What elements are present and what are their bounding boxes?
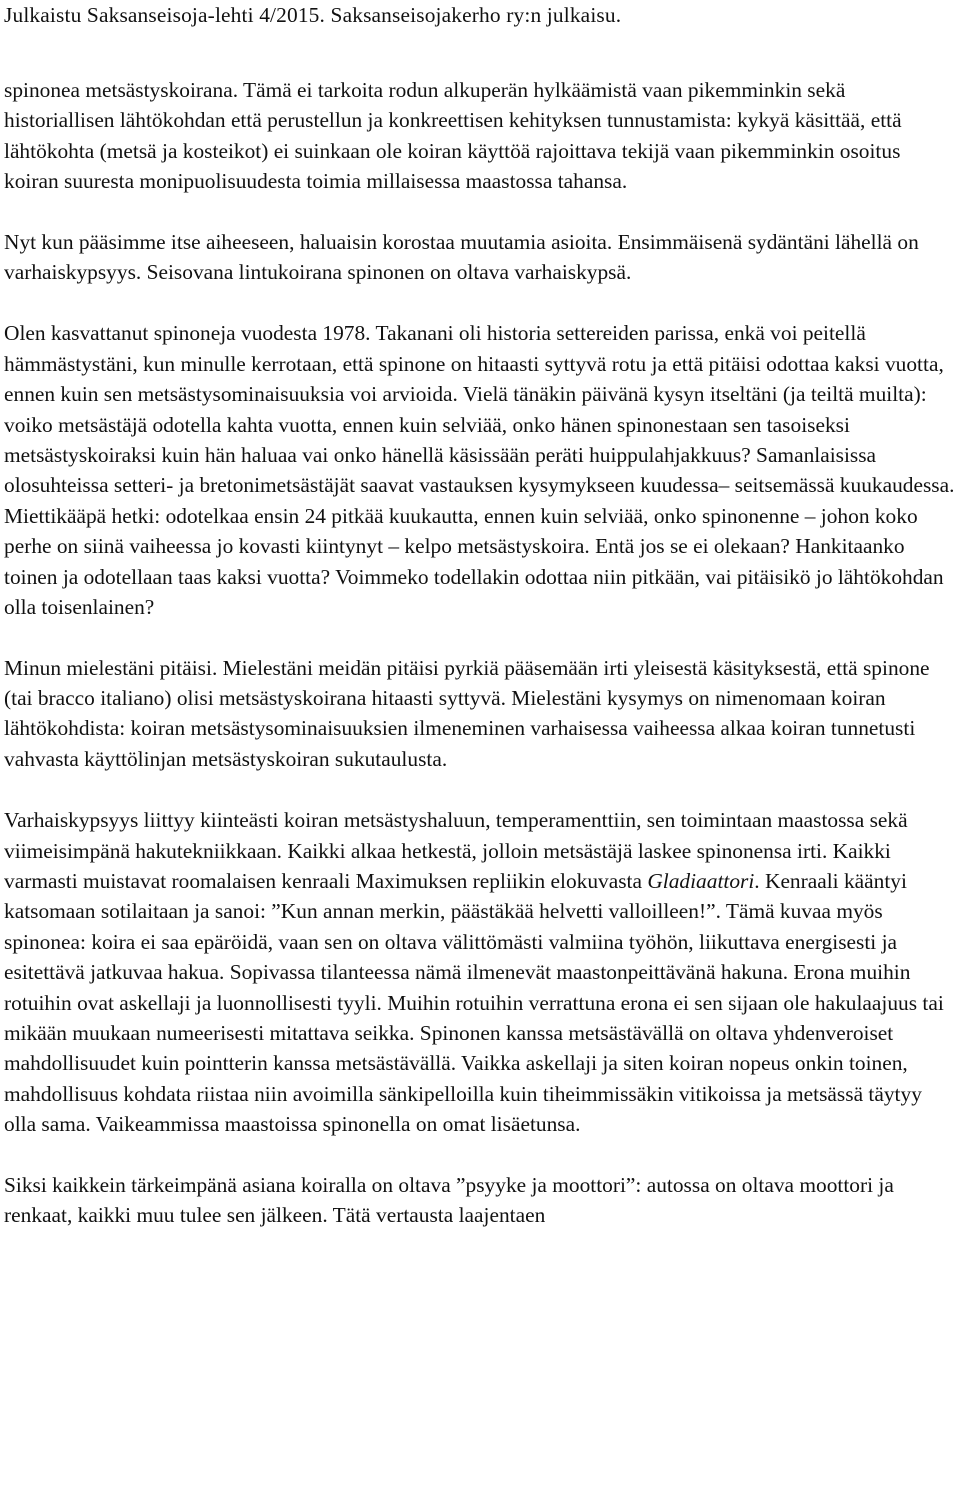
paragraph-6: Siksi kaikkein tärkeimpänä asiana koiralla on oltava ”psyyke ja moottori”: autossa on oltava moottori ja renkaat, kaikki muu tulee sen jälkeen. Tätä vertausta laajentaen [4,1172,894,1227]
movie-title-italic: Gladiaattori [647,868,755,893]
paragraph-4: Minun mielestäni pitäisi. Mielestäni meidän pitäisi pyrkiä pääsemään irti yleisestä käsityksestä, että spinone (tai bracco italiano) olisi metsästyskoirana hitaasti syttyvä. Mielestäni kysymys on nimenomaan koiran lähtökohdista: koiran metsästysominaisuuksien ilmeneminen varhaisessa vaiheessa alkaa koiran tunnetusti vahvasta käyttölinjan metsästyskoiran sukutaulusta. [4,655,930,771]
paragraph-2: Nyt kun pääsimme itse aiheeseen, haluaisin korostaa muutamia asioita. Ensimmäisenä sydäntäni lähellä on varhaiskypsyys. Seisovana lintukoirana spinonen on oltava varhaiskypsä. [4,229,919,285]
paragraph-5-text-after: . Kenraali kääntyi katsomaan sotilaitaan ja sanoi: ”Kun annan merkin, päästäkää helvetti valloilleen!”. Tämä kuvaa myös spinonea: koira ei saa epäröidä, vaan sen on oltava välittömästi valmiina työhön, liikuttava energisesti ja esitettävä jatkuvaa hakua. Sopivassa tilanteessa nämä ilmenevät maastonpeittävänä hakuna. Erona muihin rotuihin ovat askellaji ja luonnollisesti tyyli. Muihin rotuihin verrattuna erona ei sen sijaan ole hakulaajuus tai mikään muukaan numeerisesti mitattava seikka. Spinonen kanssa metsästävällä on oltava yhdenveroiset mahdollisuudet kuin pointterin kanssa metsästävällä. Vaikka askellaji ja siten koiran nopeus onkin toinen, mahdollisuus kohdata riistaa niin avoimilla sänkipelloilla kuin tiheimmissäkin vitikoissa ja metsässä täytyy olla sama. Vaikeammissa maastoissa spinonella on omat lisäetunsa. [4,868,944,1137]
paragraph-5-text-before: Varhaiskypsyys liittyy kiinteästi koiran metsästyshaluun, temperamenttiin, sen toimintaan maastossa sekä viimeisimpänä hakutekniikkaan. Kaikki alkaa hetkestä, jolloin metsästäjä laskee spinonensa irti. Kaikki varmasti muistavat roomalaisen kenraali Maximuksen repliikin elokuvasta [4,808,908,893]
paragraph-5 [4,805,958,1139]
publication-header: Julkaistu Saksanseisoja-lehti 4/2015. Saksanseisojakerho ry:n julkaisu. [4,3,622,27]
document-page [4,0,958,1230]
paragraph-1: spinonea metsästyskoirana. Tämä ei tarkoita rodun alkuperän hylkäämistä vaan pikemminkin sekä historiallisen lähtökohdan että perustellun ja konkreettisen kehityksen tunnustamista: kykyä käsittää, että lähtökohta (metsä ja kosteikot) ei suinkaan ole koiran käyttöä rajoittava tekijä vaan pikemminkin osoitus koiran suuresta monipuolisuudesta toimia millaisessa maastossa tahansa. [4,78,902,194]
paragraph-3: Olen kasvattanut spinoneja vuodesta 1978. Takanani oli historia settereiden parissa, enkä voi peitellä hämmästystäni, kun minulle kerrotaan, että spinone on hitaasti syttyvä rotu ja että pitäisi odottaa kaksi vuotta, ennen kuin sen metsästysominaisuuksia voi arvioida. Vielä tänäkin päivänä kysyn itseltäni (ja teiltä muilta): voiko metsästäjä odotella kahta vuotta, ennen kuin selviää, onko hänen spinonestaan sen tasoiseksi metsästyskoiraksi kuin hän haluaa vai onko hänellä käsissään peräti huippulahjakkuus? Samanlaisissa olosuhteissa setteri- ja bretonimetsästäjät saavat vastauksen kysymykseen kuudessa– seitsemässä kuukaudessa. Miettikääpä hetki: odotelkaa ensin 24 pitkää kuukautta, ennen kuin selviää, onko spinonenne – johon koko perhe on siinä vaiheessa jo kovasti kiintynyt – kelpo metsästyskoira. Entä jos se ei olekaan? Hankitaanko toinen ja odotellaan taas kaksi vuotta? Voimmeko todellakin odottaa niin pitkään, vai pitäisikö jo lähtökohdan olla toisenlainen? [4,321,955,620]
